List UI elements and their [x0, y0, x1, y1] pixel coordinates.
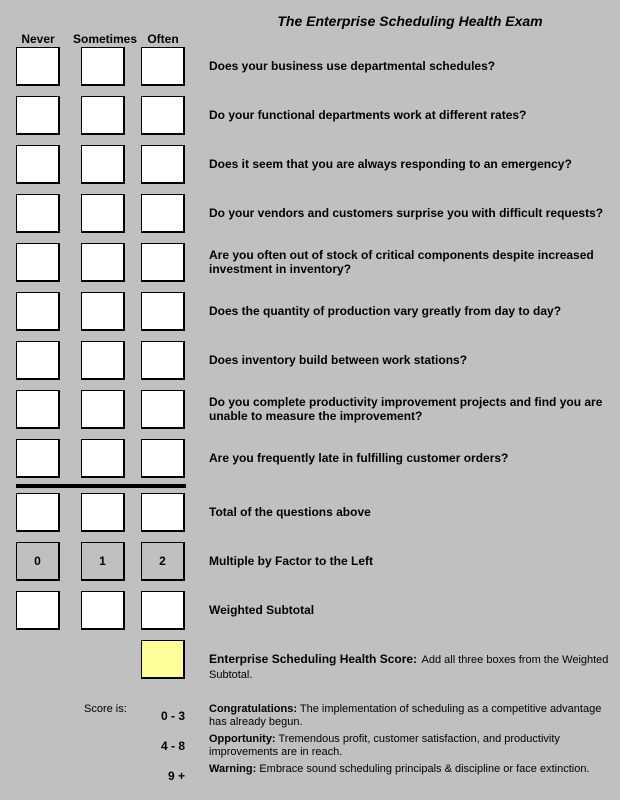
answer-often-box[interactable]	[141, 194, 185, 233]
total-sometimes-box[interactable]	[81, 493, 125, 532]
range-2: 9 +	[167, 769, 185, 783]
answer-never-box[interactable]	[16, 96, 60, 135]
range-text-2: Embrace sound scheduling principals & discipline or face extinction.	[259, 763, 590, 775]
question-text: Does your business use departmental schedules?	[209, 59, 496, 73]
answer-sometimes-box[interactable]	[81, 243, 125, 282]
health-score-text	[209, 652, 609, 682]
answer-often-box[interactable]	[141, 390, 185, 429]
answer-sometimes-box[interactable]	[81, 194, 125, 233]
answer-often-box[interactable]	[141, 145, 185, 184]
question-text: Do your vendors and customers surprise you with difficult requests?	[209, 206, 604, 220]
divider	[16, 484, 186, 488]
health-score-box[interactable]	[141, 640, 185, 679]
column-header-never: Never	[21, 32, 55, 46]
answer-sometimes-box[interactable]	[81, 439, 125, 478]
health-score-desc: Add all three boxes from the Weighted Subtotal.	[209, 654, 609, 681]
page-title: The Enterprise Scheduling Health Exam	[277, 13, 543, 29]
column-header-often: Often	[147, 32, 179, 46]
question-text: Does it seem that you are always responding to an emergency?	[209, 157, 572, 171]
factor-sometimes: 1	[81, 542, 125, 581]
range-text-0: The implementation of scheduling as a competitive advantage has already begun.	[209, 703, 602, 728]
range-desc-1	[209, 733, 604, 759]
answer-sometimes-box[interactable]	[81, 341, 125, 380]
range-1: 4 - 8	[160, 739, 185, 753]
weighted-often-box[interactable]	[141, 591, 185, 630]
total-label: Total of the questions above	[209, 505, 371, 519]
answer-often-box[interactable]	[141, 439, 185, 478]
question-text: Are you often out of stock of critical components despite increased investment in inventory?	[209, 248, 594, 276]
column-header-sometimes: Sometimes	[73, 32, 138, 46]
answer-never-box[interactable]	[16, 145, 60, 184]
answer-often-box[interactable]	[141, 292, 185, 331]
score-is-label: Score is:	[84, 703, 127, 715]
answer-never-box[interactable]	[16, 194, 60, 233]
range-desc-2	[209, 763, 604, 776]
range-0: 0 - 3	[160, 709, 185, 723]
answer-never-box[interactable]	[16, 439, 60, 478]
answer-often-box[interactable]	[141, 341, 185, 380]
weighted-label: Weighted Subtotal	[209, 603, 315, 617]
answer-sometimes-box[interactable]	[81, 145, 125, 184]
answer-never-box[interactable]	[16, 341, 60, 380]
answer-sometimes-box[interactable]	[81, 47, 125, 86]
range-label-0: Congratulations:	[209, 703, 297, 715]
question-text: Do your functional departments work at different rates?	[209, 108, 527, 122]
question-text: Are you frequently late in fulfilling customer orders?	[209, 451, 509, 465]
factor-often: 2	[141, 542, 185, 581]
factor-never: 0	[16, 542, 60, 581]
range-label-2: Warning:	[209, 763, 257, 775]
question-text: Does inventory build between work stations?	[209, 353, 468, 367]
range-desc-0	[209, 703, 604, 729]
answer-never-box[interactable]	[16, 292, 60, 331]
answer-never-box[interactable]	[16, 243, 60, 282]
total-often-box[interactable]	[141, 493, 185, 532]
answer-never-box[interactable]	[16, 390, 60, 429]
range-label-1: Opportunity:	[209, 733, 276, 745]
weighted-sometimes-box[interactable]	[81, 591, 125, 630]
factor-label: Multiple by Factor to the Left	[209, 554, 373, 568]
question-text: Do you complete productivity improvement projects and find you are unable to measure the improvement?	[209, 395, 603, 423]
total-never-box[interactable]	[16, 493, 60, 532]
answer-never-box[interactable]	[16, 47, 60, 86]
answer-sometimes-box[interactable]	[81, 390, 125, 429]
question-text: Does the quantity of production vary greatly from day to day?	[209, 304, 562, 318]
answer-often-box[interactable]	[141, 96, 185, 135]
answer-sometimes-box[interactable]	[81, 292, 125, 331]
range-text-1: Tremendous profit, customer satisfaction, and productivity improvements are in reach.	[209, 733, 560, 758]
weighted-never-box[interactable]	[16, 591, 60, 630]
answer-sometimes-box[interactable]	[81, 96, 125, 135]
answer-often-box[interactable]	[141, 47, 185, 86]
answer-often-box[interactable]	[141, 243, 185, 282]
health-score-label: Enterprise Scheduling Health Score:	[209, 652, 418, 666]
